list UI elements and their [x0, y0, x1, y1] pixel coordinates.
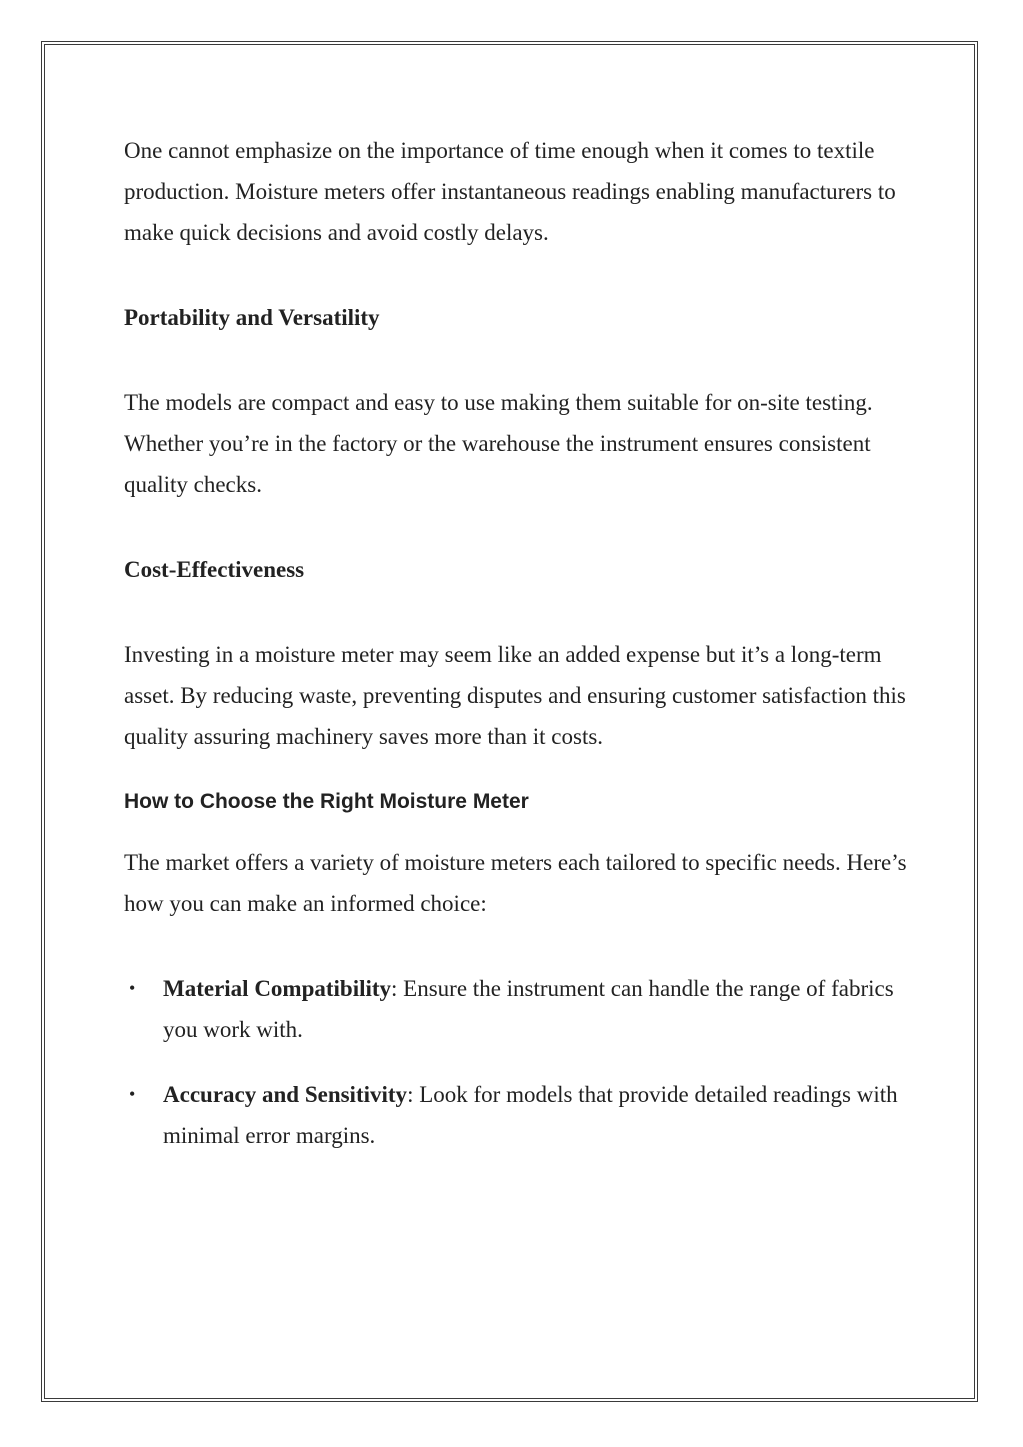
list-item-term: Accuracy and Sensitivity: [163, 1082, 408, 1107]
list-item-term: Material Compatibility: [163, 976, 392, 1001]
list-item-description: : Ensure the instrument can handle the range of fabrics you work with.: [163, 976, 894, 1042]
cost-heading: Cost-Effectiveness: [124, 557, 305, 582]
list-item: [124, 1074, 914, 1156]
choice-list: [124, 968, 914, 1156]
choose-paragraph: The market offers a variety of moisture meters each tailored to specific needs. Here’s how you can make an informed choice:: [124, 850, 907, 916]
list-item-description: : Look for models that provide detailed readings with minimal error margins.: [163, 1082, 898, 1148]
document-content: [124, 130, 914, 1156]
bullet-icon: •: [129, 978, 136, 998]
portability-paragraph: The models are compact and easy to use making them suitable for on-site testing. Whether you’re in the factory or the warehouse the instrument ensures consistent quality checks.: [124, 390, 873, 497]
portability-heading: Portability and Versatility: [124, 305, 380, 330]
intro-paragraph: One cannot emphasize on the importance of time enough when it comes to textile production. Moisture meters offer instantaneous readings enabling manufacturers to make quick decisions and avoid costly delays.: [124, 138, 896, 245]
list-item: [124, 968, 914, 1050]
bullet-icon: •: [129, 1084, 136, 1104]
choose-heading: How to Choose the Right Moisture Meter: [124, 790, 529, 813]
cost-paragraph: Investing in a moisture meter may seem like an added expense but it’s a long-term asset. By reducing waste, preventing disputes and ensuring customer satisfaction this quality assuring machinery saves more than it costs.: [124, 642, 906, 749]
